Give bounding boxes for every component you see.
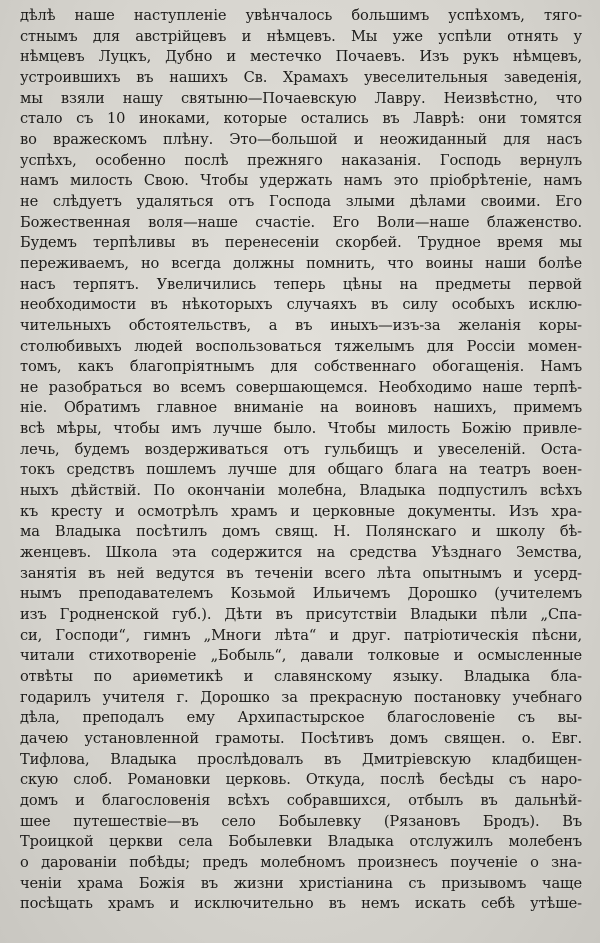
text-line: ныхъ дѣйствій. По окончаніи молебна, Владыка подпустилъ всѣхъ (20, 482, 582, 500)
text-line: къ кресту и осмотрѣлъ храмъ и церковные документы. Изъ хра- (20, 502, 582, 520)
text-line: успѣхъ, особенно послѣ прежняго наказанія. Господь вернулъ (20, 151, 582, 169)
text-line: стало съ 10 иноками, которые остались въ Лаврѣ: они томятся (20, 110, 582, 128)
text-line: устроившихъ въ нашихъ Св. Храмахъ увеселительныя заведенія, (20, 68, 582, 86)
text-line: токъ средствъ пошлемъ лучше для общаго блага на театръ воен- (20, 461, 582, 479)
text-line: столюбивыхъ людей воспользоваться тяжелымъ для Россіи момен- (20, 337, 582, 355)
text-line: переживаемъ, но всегда должны помнить, что воины наши болѣе (20, 254, 582, 272)
text-line: мы взяли нашу святыню—Почаевскую Лавру. Неизвѣстно, что (20, 89, 582, 107)
text-line: чительныхъ обстоятельствъ, а въ иныхъ—изъ-за желанія коры- (20, 316, 582, 334)
text-line: нымъ преподавателемъ Козьмой Ильичемъ Дорошко (учителемъ (20, 585, 582, 603)
text-line: годарилъ учителя г. Дорошко за прекрасную постановку учебнаго (20, 688, 582, 706)
text-line: си, Господи“, гимнъ „Многи лѣта“ и друг. патріотическія пѣсни, (20, 626, 582, 644)
text-line: лечь, будемъ воздерживаться отъ гульбищъ и увеселеній. Оста- (20, 440, 582, 458)
text-line: дѣлѣ наше наступленіе увѣнчалось большимъ успѣхомъ, тяго- (20, 7, 582, 24)
text-line: стнымъ для австрійцевъ и нѣмцевъ. Мы уже успѣли отнять у (20, 27, 582, 45)
text-line: ніе. Обратимъ главное вниманіе на воиновъ нашихъ, примемъ (20, 399, 582, 417)
text-line: дачею установленной грамоты. Посѣтивъ домъ священ. о. Евг. (20, 729, 582, 747)
text-line: Божественная воля—наше счастіе. Его Воли—наше блаженство. (20, 213, 582, 231)
text-line: ченіи храма Божія въ жизни христіанина съ призывомъ чаще (20, 874, 582, 892)
text-line: скую слоб. Романовки церковь. Откуда, послѣ бесѣды съ наро- (20, 771, 582, 789)
text-line: отвѣты по ариѳметикѣ и славянскому языку. Владыка бла- (20, 668, 582, 685)
text-line: необходимости въ нѣкоторыхъ случаяхъ въ силу особыхъ исклю- (20, 296, 582, 314)
text-line: намъ милость Свою. Чтобы удержать намъ это пріобрѣтеніе, намъ (20, 172, 582, 190)
text-line: посѣщать храмъ и исключительно въ немъ искать себѣ утѣше- (20, 895, 582, 913)
text-line: не разобраться во всемъ совершающемся. Необходимо наше терпѣ- (20, 378, 582, 396)
text-line: нѣмцевъ Луцкъ, Дубно и местечко Почаевъ. Изъ рукъ нѣмцевъ, (20, 48, 582, 66)
text-line: дѣла, преподалъ ему Архипастырское благословеніе съ вы- (20, 709, 582, 727)
text-line: занятія въ ней ведутся въ теченіи всего лѣта опытнымъ и усерд- (20, 564, 582, 582)
text-line: Будемъ терпѣливы въ перенесеніи скорбей. Трудное время мы (20, 234, 582, 252)
text-line: во вражескомъ плѣну. Это—большой и неожиданный для насъ (20, 130, 582, 148)
text-line: домъ и благословенія всѣхъ собравшихся, отбылъ въ дальнѣй- (20, 791, 582, 809)
text-line: Тифлова, Владыка прослѣдовалъ въ Дмитріевскую кладбищен- (20, 750, 582, 768)
text-line: женцевъ. Школа эта содержится на средства Уѣзднаго Земства, (20, 544, 582, 562)
text-line: не слѣдуетъ удаляться отъ Господа злыми дѣлами своими. Его (20, 192, 582, 210)
text-line: шее путешествіе—въ село Бобылевку (Рязановъ Бродъ). Въ (20, 812, 582, 830)
text-line: всѣ мѣры, чтобы имъ лучше было. Чтобы милость Божію привле- (20, 420, 582, 438)
text-line: ма Владыка посѣтилъ домъ свящ. Н. Полянскаго и школу бѣ- (20, 523, 582, 541)
text-line: томъ, какъ благопріятнымъ для собственнаго обогащенія. Намъ (20, 358, 582, 376)
text-line: Троицкой церкви села Бобылевки Владыка отслужилъ молебенъ (20, 833, 582, 851)
text-line: изъ Гродненской губ.). Дѣти въ присутствіи Владыки пѣли „Спа- (20, 606, 582, 624)
text-line: насъ терпятъ. Увеличились теперь цѣны на предметы первой (20, 275, 582, 293)
text-line: о дарованіи побѣды; предъ молебномъ произнесъ поученіе о зна- (20, 853, 582, 871)
text-line: читали стихотвореніе „Бобыль“, давали толковые и осмысленные (20, 647, 582, 665)
body-text (20, 6, 582, 915)
